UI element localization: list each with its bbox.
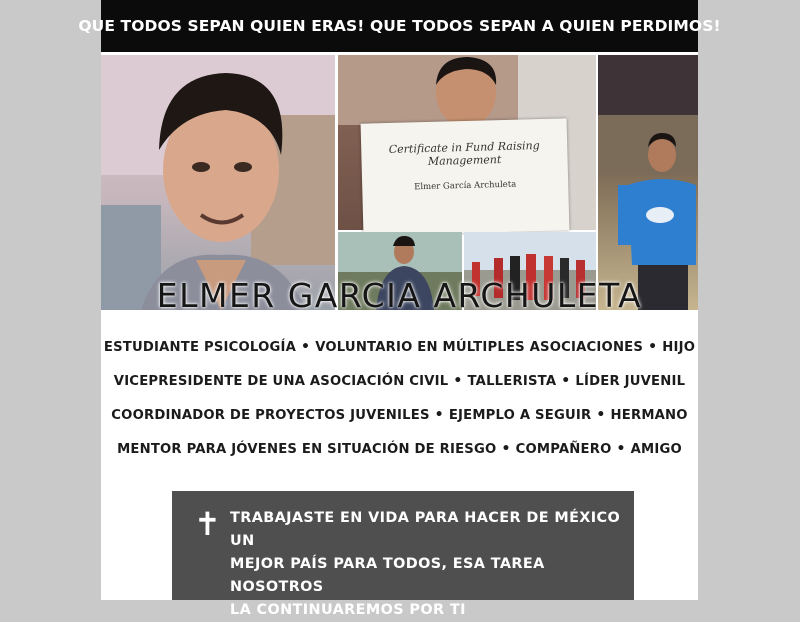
trait: VOLUNTARIO EN MÚLTIPLES ASOCIACIONES [315, 340, 644, 355]
trait-line [101, 432, 698, 466]
cross-icon: ✝ [194, 505, 221, 543]
bullet-separator: • [616, 441, 626, 457]
message-line: LA CONTINUAREMOS POR TI [230, 602, 466, 618]
trait: MENTOR PARA JÓVENES EN SITUACIÓN DE RIESGO [117, 442, 497, 457]
memorial-poster [78, 0, 721, 618]
standing-photo [598, 55, 698, 310]
certificate [361, 118, 570, 235]
standing-photo-illustration [598, 55, 698, 310]
trait-line [101, 330, 698, 364]
person-name: ELMER GARCIA ARCHULETA [156, 276, 643, 315]
trait-line [101, 364, 698, 398]
bullet-separator: • [596, 407, 606, 423]
portrait-photo [101, 55, 335, 310]
trait: HERMANO [610, 408, 688, 423]
tribute-message-box [172, 491, 634, 618]
trait: LÍDER JUVENIL [575, 374, 686, 389]
bullet-separator: • [301, 339, 311, 355]
bullet-separator: • [648, 339, 658, 355]
traits-list [101, 330, 698, 466]
bullet-separator: • [561, 373, 571, 389]
trait: EJEMPLO A SEGUIR [448, 408, 592, 423]
tribute-message [230, 507, 630, 622]
trait: COMPAÑERO [515, 442, 612, 457]
certificate-title: Certificate in Fund Raising Management [388, 139, 540, 168]
message-line: MEJOR PAÍS PARA TODOS, ESA TAREA NOSOTROS [230, 556, 545, 595]
trait: VICEPRESIDENTE DE UNA ASOCIACIÓN CIVIL [113, 374, 449, 389]
trait: HIJO [662, 340, 696, 355]
certificate-name: Elmer García Archuleta [414, 179, 517, 193]
portrait-illustration [101, 55, 335, 310]
banner-headline: QUE TODOS SEPAN QUIEN ERAS! QUE TODOS SEPAN A QUIEN PERDIMOS! [101, 0, 698, 52]
bullet-separator: • [501, 441, 511, 457]
trait: COORDINADOR DE PROYECTOS JUVENILES [111, 408, 430, 423]
trait: ESTUDIANTE PSICOLOGÍA [103, 340, 297, 355]
bullet-separator: • [434, 407, 444, 423]
certificate-photo [338, 55, 596, 230]
trait: AMIGO [630, 442, 682, 457]
trait-line [101, 398, 698, 432]
message-line: TRABAJASTE EN VIDA PARA HACER DE MÉXICO UN [230, 510, 621, 549]
trait: TALLERISTA [467, 374, 557, 389]
bullet-separator: • [453, 373, 463, 389]
